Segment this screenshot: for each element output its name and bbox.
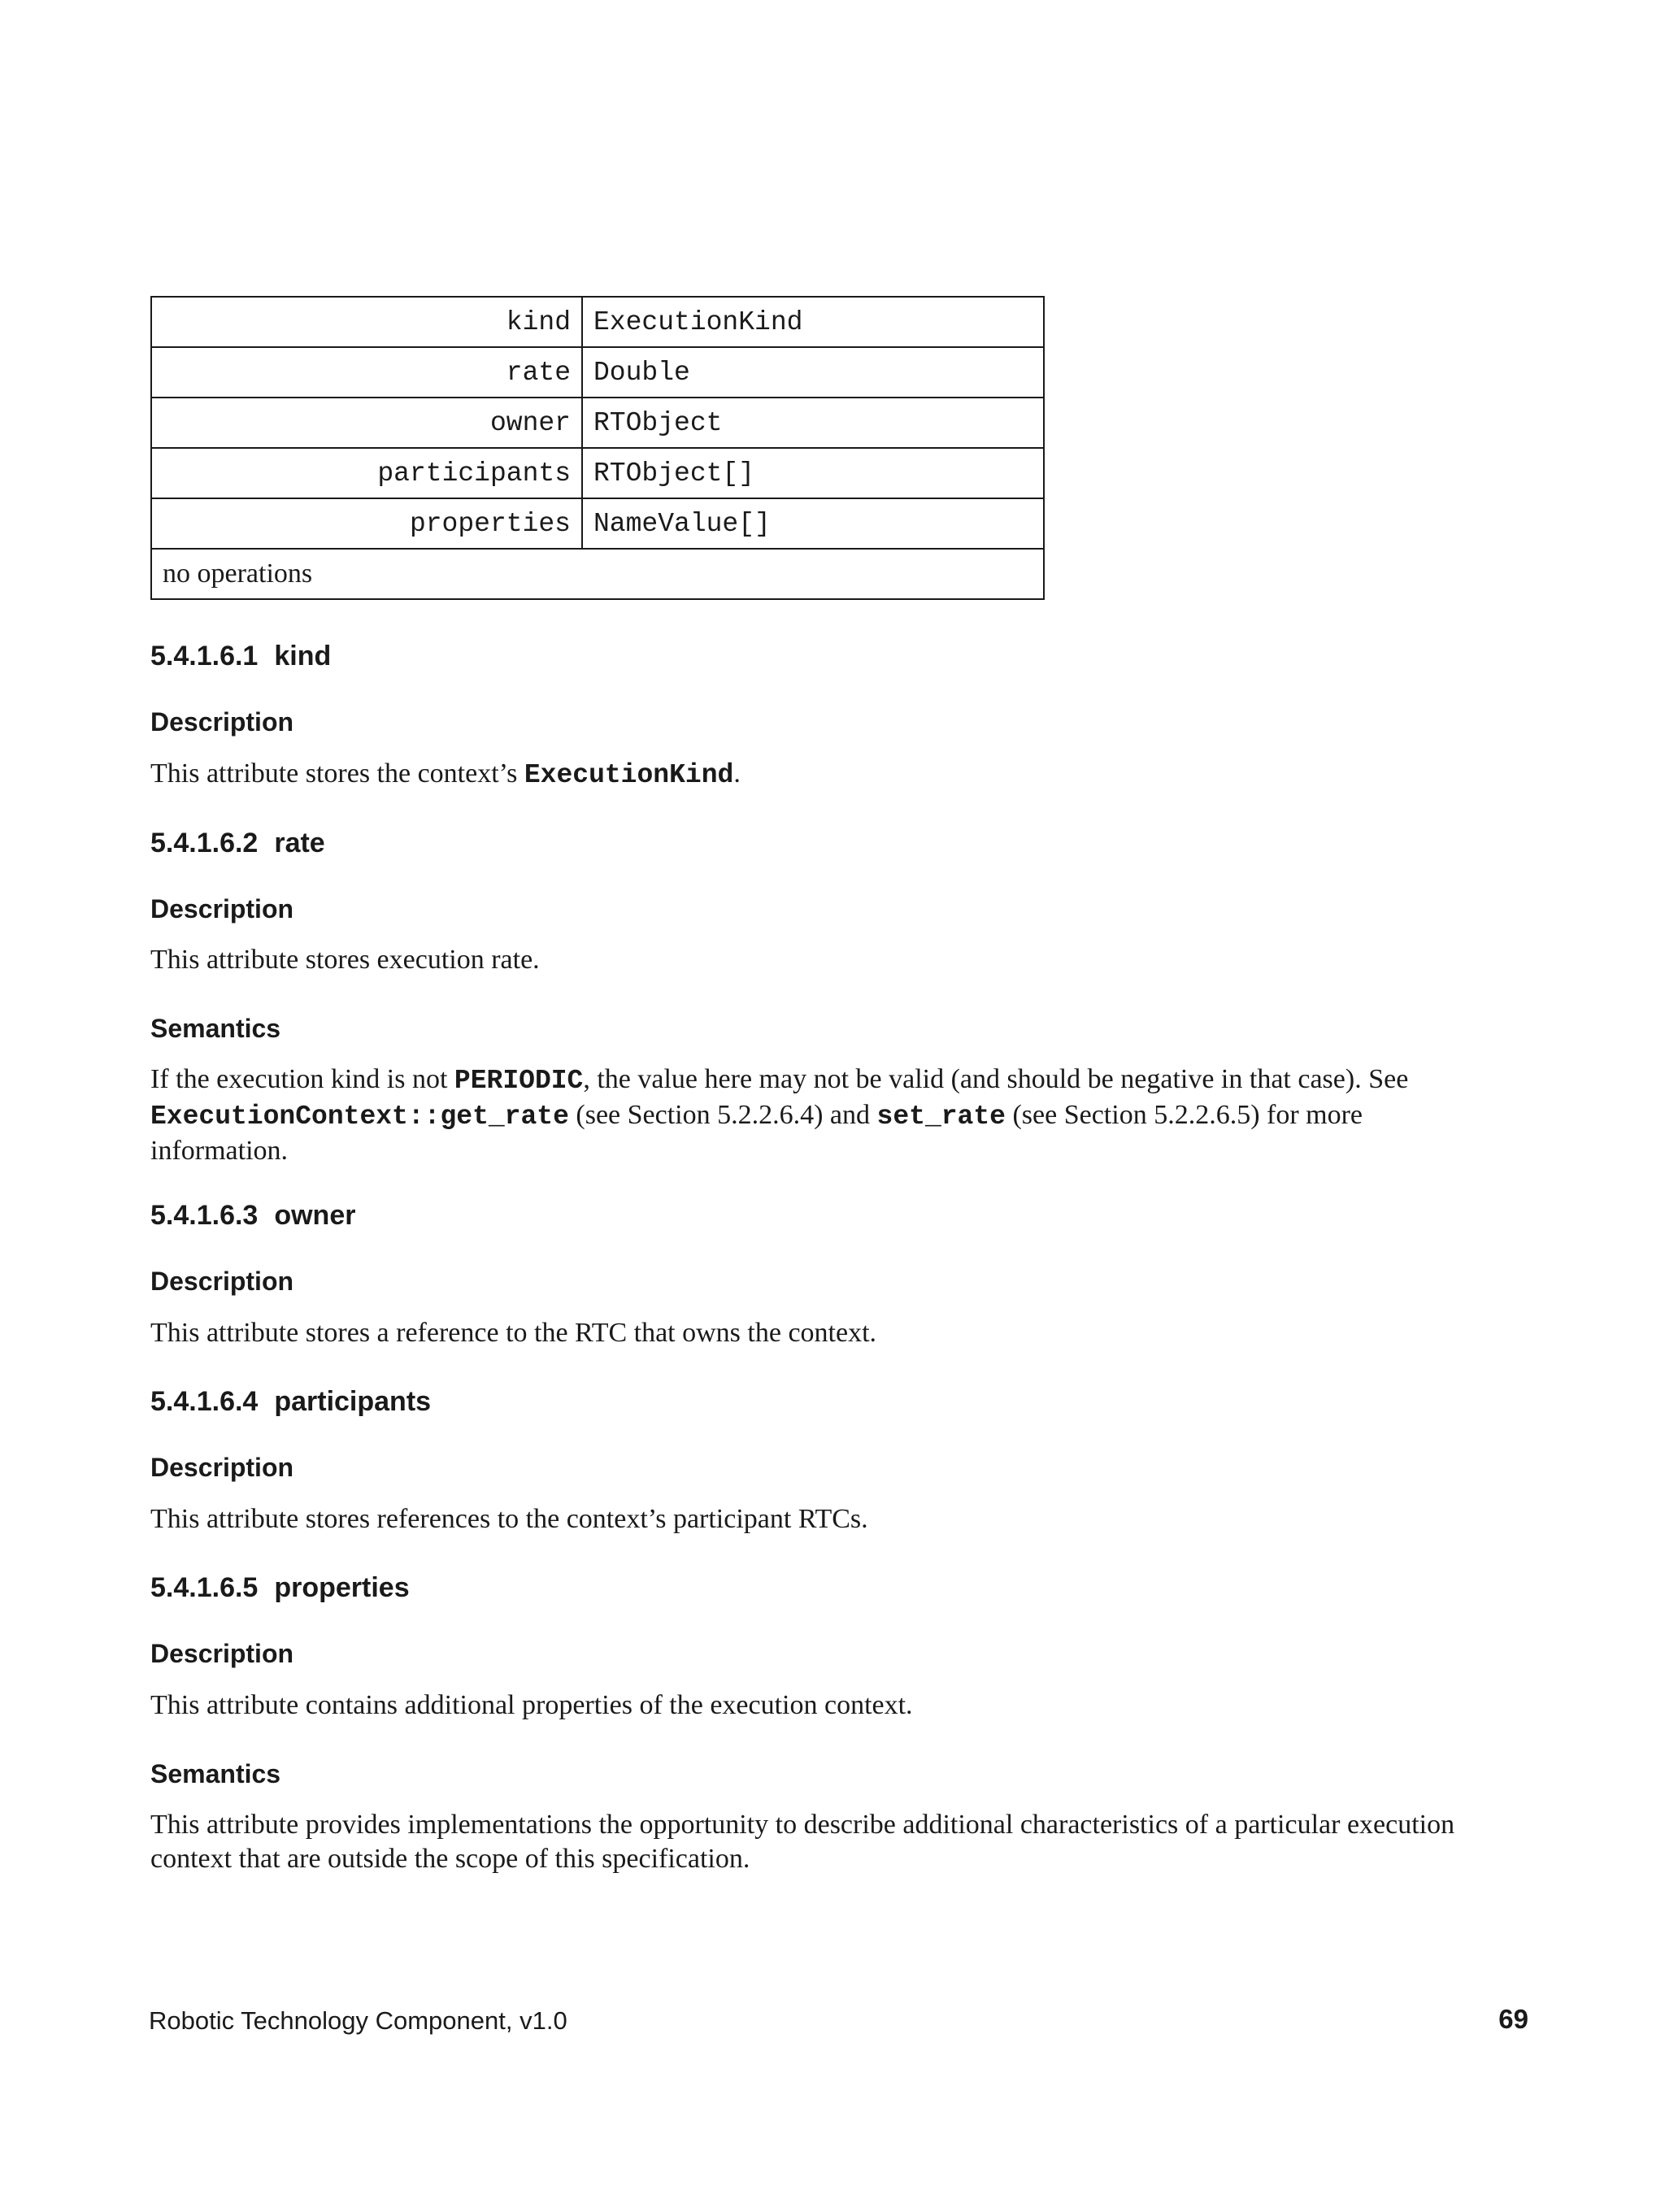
rate-semantics [150, 1063, 1532, 1168]
code-periodic: PERIODIC [454, 1066, 584, 1096]
text-run: This attribute stores the context’s [150, 758, 524, 789]
description-heading: Description [150, 1453, 294, 1482]
semantics-heading: Semantics [150, 1759, 281, 1788]
attribute-name: properties [151, 498, 582, 549]
section-heading-properties [150, 1571, 410, 1604]
section-title: properties [274, 1572, 410, 1603]
description-heading: Description [150, 1639, 294, 1668]
owner-description: This attribute stores a reference to the RTC that owns the context. [150, 1318, 877, 1348]
attribute-type: Double [582, 347, 1044, 398]
attribute-type: ExecutionKind [582, 297, 1044, 347]
description-heading: Description [150, 1267, 294, 1296]
attribute-name: rate [151, 347, 582, 398]
text-run: (see Section 5.2.2.6.4) and [568, 1100, 877, 1130]
table-row [151, 297, 1044, 347]
code-set-rate: set_rate [876, 1102, 1006, 1132]
kind-description [150, 757, 1532, 793]
attribute-name: owner [151, 398, 582, 448]
rate-description: This attribute stores execution rate. [150, 945, 540, 975]
section-heading-participants [150, 1385, 431, 1418]
section-number: 5.4.1.6.3 [150, 1200, 259, 1231]
operations-text: no operations [151, 549, 1044, 599]
section-heading-rate [150, 827, 325, 859]
section-number: 5.4.1.6.1 [150, 641, 259, 671]
operations-row [151, 549, 1044, 599]
participants-description: This attribute stores references to the context’s participant RTCs. [150, 1504, 868, 1534]
properties-description: This attribute contains additional properties of the execution context. [150, 1690, 913, 1720]
properties-semantics [150, 1808, 1532, 1876]
table-row [151, 347, 1044, 398]
attribute-table [150, 296, 1045, 600]
section-number: 5.4.1.6.2 [150, 828, 259, 858]
semantics-heading: Semantics [150, 1014, 281, 1043]
section-heading-kind [150, 640, 331, 672]
text-run: context that are outside the scope of this specification. [150, 1844, 750, 1874]
table-row [151, 398, 1044, 448]
section-number: 5.4.1.6.5 [150, 1572, 259, 1603]
code-get-rate: ExecutionContext::get_rate [150, 1102, 569, 1132]
description-heading: Description [150, 894, 294, 923]
table-row [151, 498, 1044, 549]
attribute-name: participants [151, 448, 582, 498]
text-run: information. [150, 1136, 289, 1166]
section-title: owner [274, 1200, 356, 1231]
text-run: This attribute provides implementations the opportunity to describe additional characteristics of a particular execution [150, 1810, 1455, 1840]
text-run: . [733, 758, 741, 789]
text-run: , the value here may not be valid (and should be negative in that case). See [583, 1064, 1409, 1094]
section-title: kind [274, 641, 332, 671]
text-run: (see Section 5.2.2.6.5) for more [1005, 1100, 1363, 1130]
attribute-type: NameValue[] [582, 498, 1044, 549]
code-execution-kind: ExecutionKind [524, 760, 734, 790]
footer-page-number: 69 [1498, 2004, 1528, 2034]
table-row [151, 448, 1044, 498]
attribute-type: RTObject[] [582, 448, 1044, 498]
description-heading: Description [150, 707, 294, 737]
attribute-name: kind [151, 297, 582, 347]
section-number: 5.4.1.6.4 [150, 1386, 259, 1417]
text-run: If the execution kind is not [150, 1064, 454, 1094]
footer-document-title: Robotic Technology Component, v1.0 [149, 2006, 567, 2035]
section-title: rate [274, 828, 325, 858]
section-heading-owner [150, 1199, 355, 1232]
section-title: participants [274, 1386, 432, 1417]
attribute-type: RTObject [582, 398, 1044, 448]
